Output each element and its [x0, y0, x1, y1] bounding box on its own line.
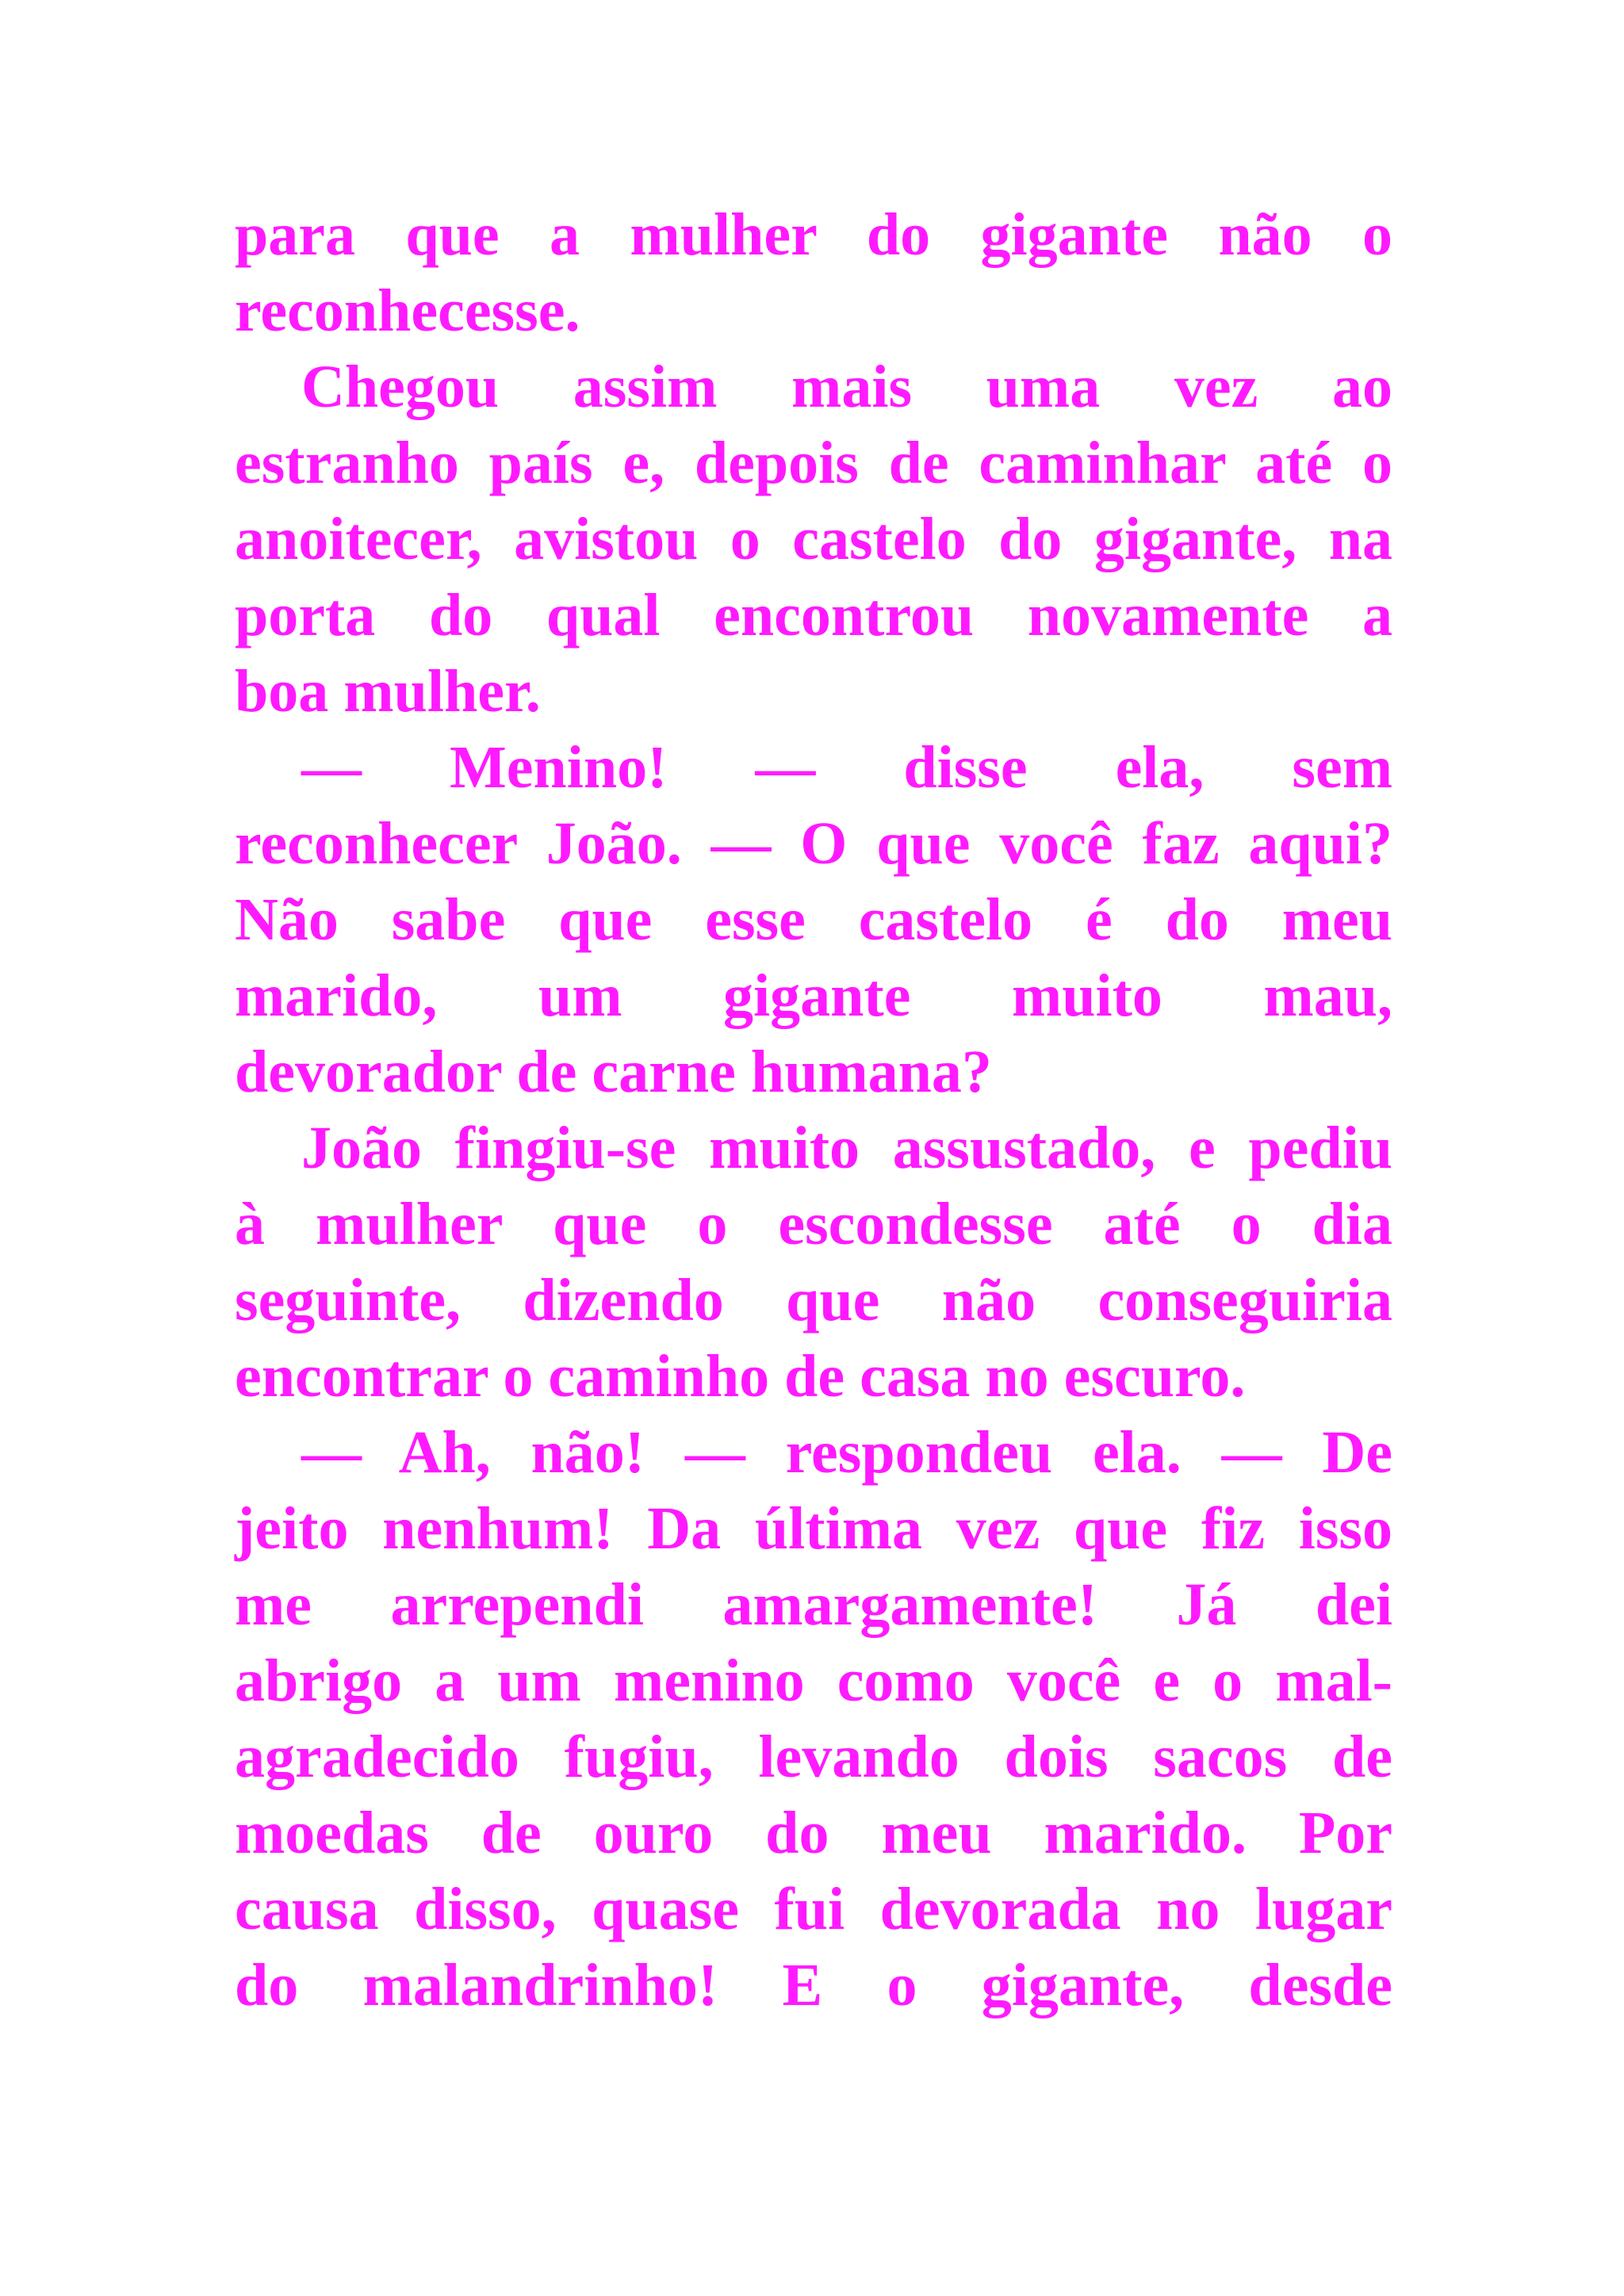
text-line: agradecido fugiu, levando dois sacos de: [235, 1724, 1392, 1790]
text-line: jeito nenhum! Da última vez que fiz isso: [235, 1495, 1392, 1562]
text-line: causa disso, quase fui devorada no lugar: [235, 1876, 1392, 1942]
text-line: anoitecer, avistou o castelo do gigante, na: [235, 506, 1392, 572]
text-line: seguinte, dizendo que não conseguiria: [235, 1267, 1392, 1334]
text-line: João fingiu-se muito assustado, e pediu: [301, 1115, 1392, 1181]
text-line: reconhecer João. — O que você faz aqui?: [235, 810, 1392, 877]
text-line: devorador de carne humana?: [235, 1039, 992, 1105]
text-line: me arrependi amargamente! Já dei: [235, 1571, 1392, 1638]
text-line: estranho país e, depois de caminhar até o: [235, 430, 1392, 496]
text-line: boa mulher.: [235, 658, 541, 725]
text-line: reconhecesse.: [235, 277, 580, 344]
text-line: Não sabe que esse castelo é do meu: [235, 886, 1392, 953]
text-line: marido, um gigante muito mau,: [235, 962, 1392, 1029]
text-line: moedas de ouro do meu marido. Por: [235, 1800, 1392, 1866]
text-line: à mulher que o escondesse até o dia: [235, 1191, 1392, 1257]
text-line: — Ah, não! — respondeu ela. — De: [301, 1419, 1392, 1486]
story-text: [235, 197, 1392, 2023]
text-line: abrigo a um menino como você e o mal-: [235, 1647, 1392, 1714]
text-line: Chegou assim mais uma vez ao: [301, 354, 1392, 420]
text-line: do malandrinho! E o gigante, desde: [235, 1952, 1392, 2019]
text-line: encontrar o caminho de casa no escuro.: [235, 1343, 1246, 1410]
text-line: porta do qual encontrou novamente a: [235, 582, 1392, 649]
text-line: — Menino! — disse ela, sem: [301, 734, 1392, 801]
text-line: para que a mulher do gigante não o: [235, 201, 1392, 268]
